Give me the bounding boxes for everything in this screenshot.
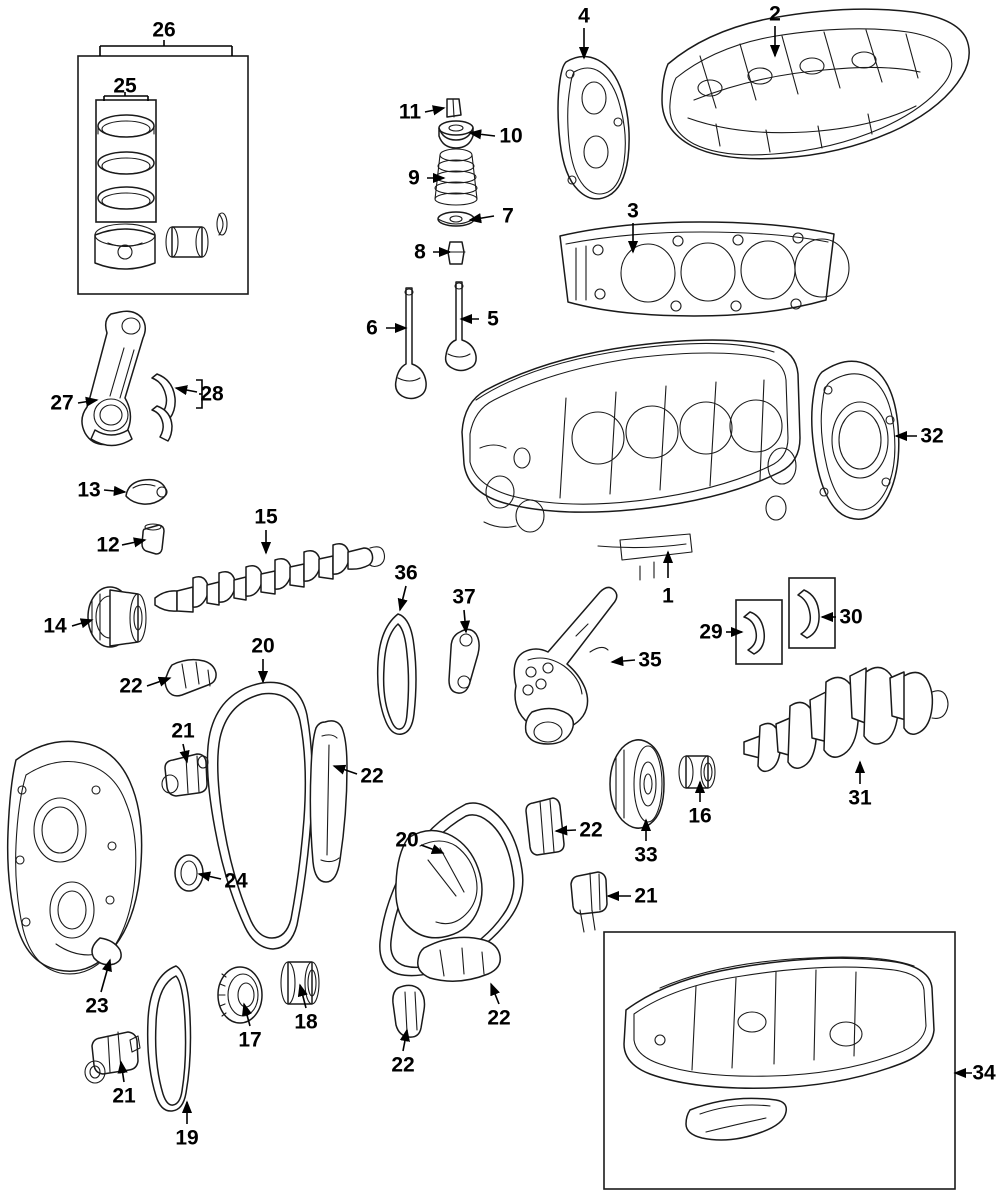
part-cylinder-head <box>662 9 969 159</box>
piston-rings <box>98 115 154 209</box>
callout-10-9: 10 <box>499 124 523 148</box>
part-head-gasket <box>560 222 849 316</box>
part-timing-chain-upper <box>207 682 312 949</box>
callout-19-18: 19 <box>175 1126 199 1150</box>
callout-15-14: 15 <box>254 505 278 529</box>
part-valve-spring <box>435 149 477 205</box>
callout-22-28: 22 <box>391 1053 415 1077</box>
part-chain-tensioner-c <box>571 872 607 932</box>
leader-line-22 <box>556 830 576 831</box>
leader-line-37 <box>464 610 466 632</box>
wrist-pin <box>166 213 227 257</box>
leader-line-13 <box>104 490 125 492</box>
part-oil-pan <box>604 932 955 1189</box>
callout-21-22: 21 <box>112 1084 136 1108</box>
callout-30-36: 30 <box>839 605 863 629</box>
part-rocker-arm <box>126 480 167 505</box>
callout-32-38: 32 <box>920 424 944 448</box>
part-oil-pump-sprocket <box>218 967 262 1023</box>
callout-16-15: 16 <box>688 804 712 828</box>
leader-line-22 <box>491 984 499 1004</box>
callout-1-0: 1 <box>662 584 674 608</box>
callout-25-31: 25 <box>113 74 137 98</box>
callout-36-42: 36 <box>394 561 418 585</box>
callout-4-3: 4 <box>578 4 590 28</box>
callout-18-17: 18 <box>294 1010 318 1034</box>
leader-line-28 <box>176 388 197 392</box>
callout-22-27: 22 <box>487 1006 511 1030</box>
part-oil-pump <box>514 587 617 744</box>
part-camshaft <box>155 544 385 612</box>
part-timing-cover <box>8 741 142 974</box>
part-spring-seat <box>438 212 474 226</box>
part-crankshaft-pulley <box>610 740 664 828</box>
callout-12-11: 12 <box>96 533 120 557</box>
callout-2-1: 2 <box>769 2 781 26</box>
callout-34-40: 34 <box>972 1061 996 1085</box>
part-exhaust-valve <box>396 288 427 399</box>
part-spring-retainer <box>439 121 473 148</box>
callout-14-13: 14 <box>43 614 67 638</box>
part-hydraulic-element <box>142 524 164 554</box>
callout-11-10: 11 <box>398 100 422 124</box>
callout-20-19: 20 <box>251 634 275 658</box>
part-piston-assembly <box>78 56 248 294</box>
part-chain-rail-strip <box>526 798 564 855</box>
part-rear-cover <box>812 361 899 519</box>
part-belt-tensioner-arm <box>449 629 479 693</box>
callout-6-5: 6 <box>366 316 378 340</box>
callout-22-24: 22 <box>119 674 143 698</box>
callout-27-33: 27 <box>50 391 74 415</box>
part-chain-rail-bracket-a <box>165 660 216 696</box>
callout-13-12: 13 <box>77 478 101 502</box>
callout-31-37: 31 <box>848 786 872 810</box>
part-intake-valve <box>446 282 477 371</box>
part-chain-rail-bracket-b <box>393 985 425 1037</box>
part-crankshaft <box>744 667 948 771</box>
part-engine-block <box>462 340 800 580</box>
part-valve-keeper <box>447 99 461 117</box>
part-bushing <box>281 962 319 1004</box>
callout-29-35: 29 <box>699 620 723 644</box>
leader-line-36 <box>400 586 406 610</box>
leader-line-35 <box>612 660 635 662</box>
part-chain-guide-long <box>310 721 347 882</box>
callout-17-16: 17 <box>238 1028 262 1052</box>
callout-33-39: 33 <box>634 843 658 867</box>
callout-35-41: 35 <box>638 648 662 672</box>
callout-23-29: 23 <box>85 994 109 1018</box>
part-camshaft-adjuster <box>88 587 146 647</box>
part-tensioner-rail-lower <box>396 830 500 981</box>
part-main-bearing-lower <box>789 578 835 648</box>
part-shaft-seal <box>175 855 203 891</box>
callout-26-32: 26 <box>152 18 176 42</box>
callout-8-7: 8 <box>414 240 426 264</box>
callout-22-25: 22 <box>360 764 384 788</box>
callout-3-2: 3 <box>627 199 639 223</box>
part-oil-pump-chain <box>148 966 191 1111</box>
callout-9-8: 9 <box>408 166 420 190</box>
leader-line-11 <box>425 108 444 112</box>
part-drive-belt <box>378 614 416 734</box>
callout-24-30: 24 <box>224 869 248 893</box>
callout-5-4: 5 <box>487 307 499 331</box>
callout-20-20: 20 <box>395 828 419 852</box>
part-rod-bearings <box>152 374 175 441</box>
part-front-housing <box>558 56 629 198</box>
callout-21-21: 21 <box>171 719 195 743</box>
callout-7-6: 7 <box>502 204 514 228</box>
part-connecting-rod <box>82 311 145 445</box>
part-pulley-spacer <box>679 756 715 788</box>
callout-28-34: 28 <box>200 382 224 406</box>
part-main-bearing-upper <box>736 600 782 664</box>
piston <box>95 224 155 269</box>
callout-22-26: 22 <box>579 818 603 842</box>
callout-21-23: 21 <box>634 884 658 908</box>
part-chain-tensioner-a <box>162 754 208 796</box>
callout-37-43: 37 <box>452 585 476 609</box>
part-valve-stem-seal <box>448 242 465 264</box>
part-chain-tensioner-b <box>85 1032 140 1083</box>
